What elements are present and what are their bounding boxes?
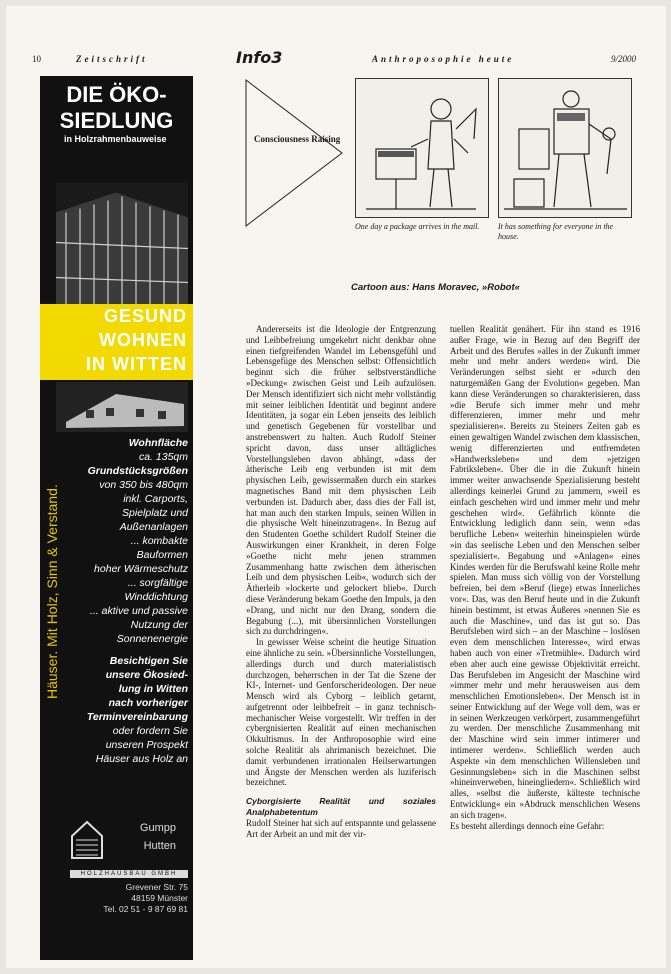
company-address (70, 882, 188, 915)
header-center-title: Anthroposophie heute (372, 54, 515, 64)
page-number: 10 (32, 54, 41, 64)
ad-list-item: ca. 135qm (138, 451, 188, 463)
cartoon-panel-right (498, 78, 632, 218)
ad-slogan-line3: IN WITTEN (86, 354, 187, 374)
address-line: Grevener Str. 75 (125, 882, 188, 892)
running-header (32, 48, 636, 70)
ad-vertical-slogan: Häuser. Mit Holz, Sinn & Verstand. (44, 484, 60, 699)
ad-slogan-line1: GESUND (103, 306, 187, 326)
issue-number: 9/2000 (610, 54, 636, 64)
ad-title-line1: DIE ÖKO- (66, 82, 167, 107)
house-logo-icon (70, 820, 104, 860)
ad-list-item: ... kombakte (130, 535, 188, 547)
article-column-right (450, 324, 640, 964)
cartoon-box-label: Consciousness Raising (254, 134, 341, 144)
cartoon-caption-right: It has something for everyone in the house. (498, 222, 614, 241)
ad-list-item: Spielplatz und (122, 507, 188, 519)
ad-list-item: nach vorheriger (108, 697, 188, 709)
ad-list-item: Wohnfläche (128, 437, 188, 449)
ad-title-line2: SIEDLUNG (59, 108, 174, 133)
logo-name-line1: Gumpp (139, 822, 176, 834)
cartoon-panel-left (355, 78, 489, 218)
ad-list-item: hoher Wärmeschutz (94, 563, 188, 575)
ad-list-item: unseren Prospekt (105, 739, 188, 751)
ad-feature-list (68, 436, 188, 766)
magazine-logo: Info3 (236, 48, 283, 67)
article-subheading: Cyborgisierte Realität und soziales Analphabetentum (246, 796, 436, 818)
article-paragraph: Es besteht allerdings dennoch eine Gefahr: (450, 820, 605, 831)
advertisement (40, 76, 193, 960)
ad-list-item: Winddichtung (124, 591, 188, 603)
ad-list-item: ... sorgfältige (127, 577, 188, 589)
ad-list-item: Bauformen (136, 549, 188, 561)
ad-list-item: Sonnenenergie (116, 633, 188, 645)
article-paragraph: In gewisser Weise scheint die heutige Situation eine ähnliche zu sein. »Übersinnliche Vorstellungen, allerdings durch und durch materialistisch durchzogen, beherrschen in der Tat die Szene der KI-, Internet- und Genforscherideologen. Der neue Mensch wird als Cyborg – leiblich getarnt, aufgetrennt oder leibbefreit – in ganz technisch-mechanischer Weise vorgestellt. Wir treffen in der cybergnisierten Realität auf einen mechanischen Okkultismus. In der Anthroposophie wird eine solche Realität als ahrimanisch bezeichnet. Die damit verbundenen irrationalen Heilserwartungen und Ängste der Menschen werden als luziferisch bezeichnet. (246, 637, 436, 788)
ad-list-item: ... aktive und passive (89, 605, 188, 617)
cartoon-credit: Cartoon aus: Hans Moravec, »Robot« (351, 282, 520, 293)
ad-slogan-line2: WOHNEN (99, 330, 187, 350)
logo-bar: HOLZHAUSBAU GMBH (70, 870, 188, 878)
address-line: 48159 Münster (131, 893, 188, 903)
article-paragraph: Andererseits ist die Ideologie der Entgrenzung und Leibbefreiung umgekehrt nicht denkbar ohne einen tiefgreifenden Wandel im Lebensgefühl und Lebensgefüge des Menschen selbst: Offensichtlich beginnt sich die früher selbstverständliche »Deckung« zwischen Geist und Leib aufzulösen. Der Mensch identifiziert sich nicht mehr vollständig mit seiner leiblichen Identität und beginnt andere Identitäten, ja sogar ein Leben jenseits des leiblich und genetisch Gegebenen für vorstellbar und anstrebenswert zu halten. Auch Rudolf Steiner spricht davon, dass unser alltägliches Vorstellungsleben davon abhängt, »dass der ätherische Leib eng verbunden ist mit dem physischen Leib, gewissermaßen durch ein starkes magnetisches Band mit dem physischen Leib verbunden ist. Dadurch aber, dass dies der Fall ist, hat man auch den starken Impuls, seinen Willen in die physische Welt hineinzutragen«. In Bezug auf den Studenten Goethe schildert Rudolf Steiner die Auswirkungen einer Krankheit, in deren Folge »Goethe nicht mehr jenen strammen Zusammenhang hatte zwischen dem ätherischen Leib und dem physischen Leib«, wodurch sich der Ätherleib »lockerte und gelockert blieb«. Durch diese Veränderung bekam Goethe den Impuls, ja den »Drang, und nicht nur den Drang, sondern die Begabung (...), mit übersinnlichen Vorstellungen sich zu durchdringen«. (246, 324, 436, 637)
logo-name-line2: Hutten (143, 840, 176, 852)
header-left-title: Zeitschrift (76, 54, 148, 64)
ad-yellow-banner (40, 304, 193, 380)
article-paragraph: tuellen Realität genähert. Für ihn stand es 1916 außer Frage, wie in Bezug auf den Begriff der Arbeit und des Berufes »alles in der Zukunft immer mehr und mehr anders werden« wird. Die Veränderungen selbst sieht er »durch den naturgemäßen Gang der Evolution« gegeben. Man kann diese Veränderungen so charakterisieren, dass »die Berufe sich immer mehr und mehr differenzieren, immer mehr und mehr spezialisieren«. Bereits zu Steiners Zeiten gab es einen gewaltigen Wandel zwischen dem klassischen, wenig differenzierten und entfremdeten »Handwerksleben« und dem »jetzigen Fabriksleben«. Über die in die Zukunft hinein immer weiter anwachsende Spezialisierung besteht allerdings keinerlei Grund zu jammern, »weil es einfach geschehen wird und immer mehr und mehr geschehen wird«. Gefährlich könnte die Entwicklung lediglich dann sein, wenn »das berufliche Leben« weiterhin hineinspielen würde »in das seelische Leben und den Menschen selber spezialisiert«. Begabung und »Anlagen« eines Kindes werden für die Berufswahl keine Rolle mehr spielen. Man muss sich völlig von der Vorstellung befreien, bei dem »Beruf (liege) etwas Innerliches vor«. Das, was den Beruf heute und in die Zukunft hinein bestimmt, ist etwas Äußeres »nennen Sie es auch die Maschine«, und das ist gut so. Das Berufsleben wird sich – an der Maschine – loslösen even dem menschlichen Interesse«, wird etwas haben auch von einer »Tretmühle«. Dadurch wird eben aber auch eine gewisse Objektivität erreicht. Das Berufsleben im Angesicht der Maschine wird »immer mehr und mehr herausweisen aus dem menschlichen Emotionsleben«. Der Mensch ist in seiner Entwicklung auf der Wege voll dem, was er in seinen Werkzeugen verkörpert, zusammengeführt zu werden. Der menschliche Zusammenhang mit der Maschine wird sein immer intimerer und intimerer werden«. Schließlich werden auch Aspekte »in dem menschlichen Willensleben und Gesinnungsleben« sich in die Maschinen selbst »hineinverweben, hineingliedern«. Schließlich wird alles, »selbst die äußerste, kälteste technische Entwicklung« ein »Abdruck menschlichen Wesens an sich tragen«. (450, 324, 640, 820)
ad-list-item: Terminvereinbarung (86, 711, 188, 723)
ad-list-item: von 350 bis 480qm (99, 479, 188, 491)
ad-list-item: oder fordern Sie (112, 725, 188, 737)
ad-list-item: Häuser aus Holz an (95, 753, 188, 765)
company-logo (70, 816, 190, 868)
ad-list-item: Nutzung der (130, 619, 188, 631)
ad-subtitle: in Holzrahmenbauweise (64, 134, 167, 144)
ad-list-item: Grundstücksgrößen (87, 465, 188, 477)
ad-list-item: Besichtigen Sie (109, 655, 188, 667)
triangle-box-graphic (244, 78, 344, 228)
cartoon-drawing-mailbox (356, 79, 488, 217)
ad-list-item: Außenanlagen (119, 521, 188, 533)
ad-list-item: lung in Witten (118, 683, 188, 695)
cartoon-caption-left: One day a package arrives in the mail. (355, 222, 480, 231)
cartoon-drawing-robot (499, 79, 631, 217)
article-paragraph: Rudolf Steiner hat sich auf entspannte und gelassene Art der Arbeit an und mit der vir- (246, 817, 436, 839)
building-photo (56, 382, 188, 432)
address-line: Tel. 02 51 - 9 87 69 81 (103, 904, 188, 914)
ad-list-item: unsere Ökosied- (105, 669, 188, 681)
magazine-page (6, 6, 666, 968)
ad-list-item: inkl. Carports, (123, 493, 188, 505)
article-column-left (246, 324, 436, 964)
